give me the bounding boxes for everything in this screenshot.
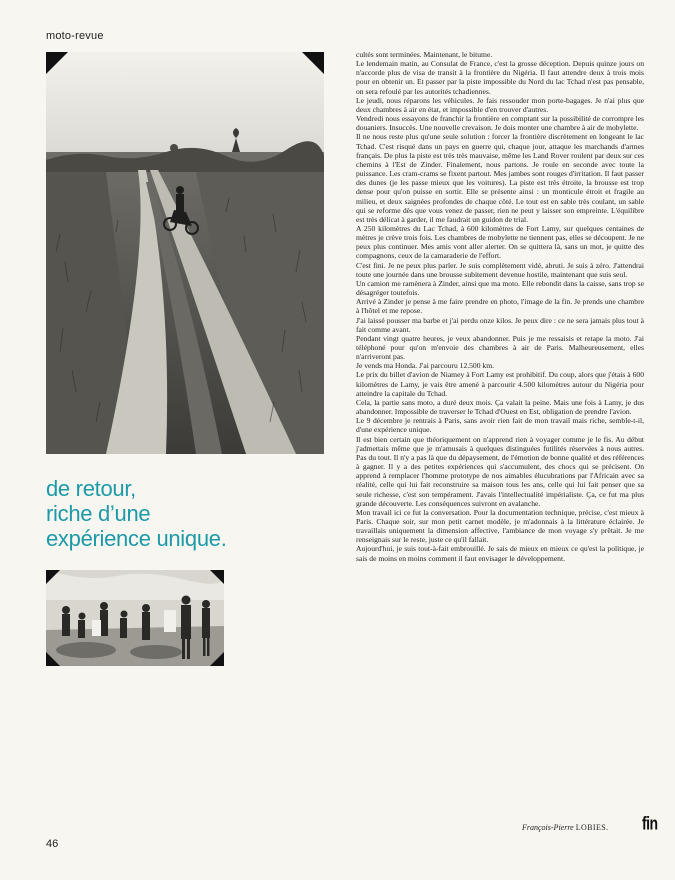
bush-track-motorcycle-photo (46, 52, 324, 454)
article-paragraph: Vendredi nous essayons de franchir la frontière en comptant sur la possibilité de corrompre les douaniers. Insuccès. Une nouvelle crevaison. Je dois monter une chambre à air de mobylette. (356, 114, 644, 133)
author-first-name: François-Pierre (522, 823, 574, 832)
end-mark: fin (642, 812, 658, 834)
article-paragraph: Un camion me ramènera à Zinder, ainsi que ma moto. Elle rebondit dans la caisse, sans trop se désagréger toutefois. (356, 278, 644, 298)
article-paragraph: Le jeudi, nous réparons les véhicules. Je fais ressouder mon porte-bagages. Je n'ai plus que deux chambres à air en état, et impossible d'en trouver d'autres. (356, 95, 644, 114)
article-paragraph: Mon travail ici ce fut la conversation. Pour la documentation technique, précise, c'est mieux à Paris. Chaque soir, sur mon petit carnet modèle, je m'adonnais à la littérature éclairée. Je travaillais uniquement la dimension affective, l'ambiance de mon voyage s'y prêtait. Je me renseignais sur le reste, juste ce qu'il fallait. (356, 507, 644, 545)
article-paragraph: Pendant vingt quatre heures, je veux abandonner. Puis je me ressaisis et retape la moto. J'ai téléphoné pour qu'on m'envoie des chambres à air de Paris. Malheureusement, elles n'arriveront pas. (356, 333, 644, 362)
magazine-header: moto-revue (46, 30, 104, 42)
article-paragraph: Il est bien certain que théoriquement on n'apprend rien à voyager comme je le fis. Au début j'admettais même que je m'amusais à quelques distinguées futilités réservées à nous autres. Pas du tout. Il n'y a pas là que du dépaysement, de l'émotion de bonne qualité et des références à gagner. Il y a des petites expériences qui s'accumulent, des chocs qui se précisent. On apprend à remplacer l'homme prototype de nos aimables élucubrations par l'Africain avec sa réalité, celle qui lui fait reconstruire sa maison tous les ans, celle qui lui fait penser que sa seule richesse, c'est son tempérament. J'avais l'intellectualité impérialiste. Ça, ce fut ma plus grande découverte. Les conséquences suivront en avalanche. (356, 434, 644, 508)
article-paragraph: J'ai laissé pousser ma barbe et j'ai perdu onze kilos. Je peux dire : ce ne sera jamais plus tout à fait comme avant. (356, 315, 644, 334)
photo-corner-mount (302, 52, 324, 74)
article-paragraph: A 250 kilomètres du Lac Tchad, à 600 kilomètres de Fort Lamy, sur quelques centaines de mètres je crève trois fois. Les chambres de mobylette ne tiennent pas, elles se découpent. Je ne peux plus continuer. Mes amis vont aller alerter. On se quittera là, sans un mot, je quitte des compagnons, ceux de la camaraderie de l'effort. (356, 223, 644, 261)
photo-corner-mount (46, 652, 60, 666)
article-paragraph: cultés sont terminées. Maintenant, le bitume. (356, 50, 493, 59)
village-crowd-photo (46, 570, 224, 666)
article-paragraph: Le 9 décembre je rentrais à Paris, sans avoir rien fait de mon travail mais riche, semble-t-il, d'une expérience unique. (356, 416, 644, 435)
author-signature (522, 823, 609, 832)
article-paragraph: Arrivé à Zinder je pense à me faire prendre en photo, l'image de la fin. Je prends une chambre à l'hôtel et me repose. (356, 297, 644, 316)
headline (46, 476, 326, 551)
article-paragraph: Il ne nous reste plus qu'une seule solution : forcer la frontière discrètement en longeant le lac Tchad. C'est risqué dans un pays en guerre qui, chaque jour, attaque les marchands d'armes français. De plus la piste est très très mauvaise, même les Land Rover roulent par deux sur ces chemins à l'Est de Zinder. Finalement, nous partons. Je roule en seconde avec toute la puissance. Les cram-crams se fixent partout. Mes jambes sont rouges d'irritation. Il faut passer des dunes (je les passe mieux que les voitures). La piste est très étroite, la brousse est trop dense pour qu'on puisse en sortir. Elle se présente ainsi : un monticule étroit et fragile au milieu, et deux saignées profondes de chaque côté. Le tout est en sable très coulant, un sable qui se reforme dès que vous venez de passer, rien ne peut y laisser son empreinte. L'équilibre est très délicat à garder, il me faudrait un guidon de trial. (356, 132, 644, 224)
article-paragraph: Le lendemain matin, au Consulat de France, c'est la grosse déception. Depuis quinze jours on n'accorde plus de visa de transit à la frontière du Nigéria. Il faut attendre deux à trois mois pour en obtenir un. Et passer par la piste impossible du Nord du lac Tchad n'est pas pensable, on sera refoulé par les autorités tchadiennes. (356, 59, 644, 96)
headline-line: de retour, (46, 476, 136, 501)
article-body (356, 50, 644, 563)
photo-corner-mount (46, 570, 60, 584)
photo-corner-mount (210, 652, 224, 666)
article-paragraph: Je vends ma Honda. J'ai parcouru 12.500 km. (356, 361, 495, 371)
article-paragraph: C'est fini. Je ne peux plus parler. Je suis complètement vidé, abruti. Je suis à zéro. J'attendrai toute une journée dans une brousse subitement devenue hostile, maintenant que suis seul. (356, 260, 644, 279)
page-number: 46 (46, 838, 59, 850)
photo-corner-mount (210, 570, 224, 584)
headline-line: expérience unique. (46, 526, 227, 551)
headline-line: riche d’une (46, 501, 151, 526)
article-paragraph: Cela, la partie sans moto, a duré deux mois. Ça valait la peine. Mais une fois à Lamy, je dus abandonner. Impossible de traverser le Tchad d'Ouest en Est, obligation de prendre l'avion. (356, 397, 644, 417)
article-paragraph: Aujourd'hui, je suis tout-à-fait embrouillé. Je sais de mieux en mieux ce qu'est la politique, je sais de moins en moins comment il faut envisager le développement. (356, 544, 644, 563)
photo-corner-mount (46, 52, 68, 74)
article-paragraph: Le prix du billet d'avion de Niamey à Fort Lamy est prohibitif. Du coup, alors que j'étais à 600 kilomètres de Lamy, je vais être amené à parcourir 4.500 kilomètres autour du Nigéria pour atteindre la capitale du Tchad. (356, 370, 644, 398)
author-last-name: LOBIES. (575, 823, 609, 832)
